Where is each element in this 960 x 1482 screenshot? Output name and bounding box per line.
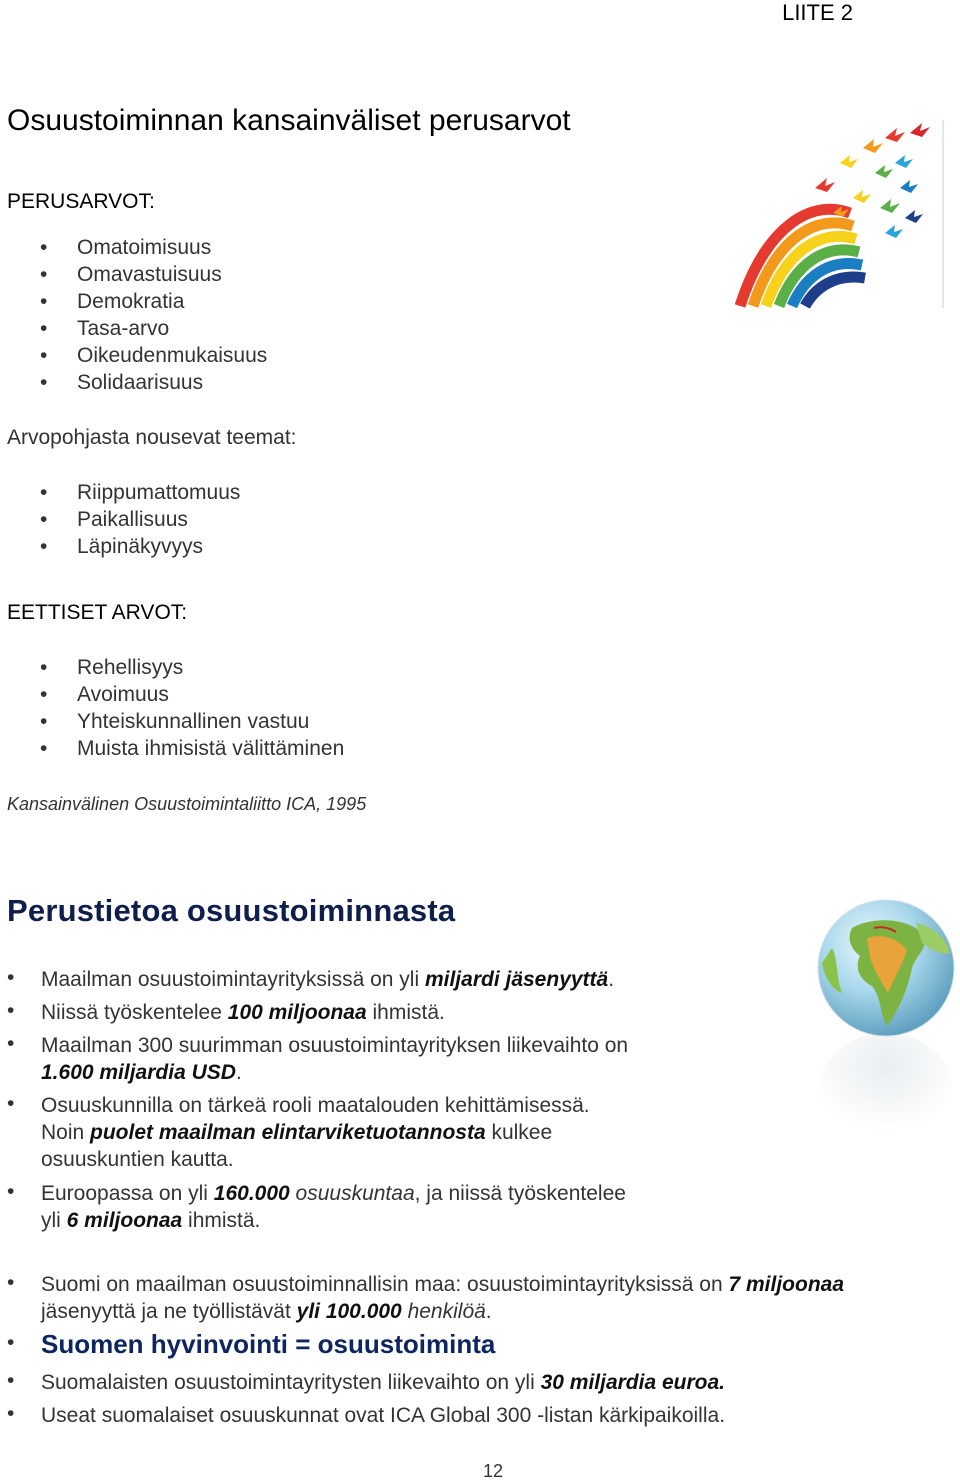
finland-facts-list: • Suomi on maailman osuustoiminnallisin maa: osuustoimintayrityksissä on 7 miljoonaa jäsenyyttä ja ne työllistävät yli 100.000 henkilöä. • Suomen hyvinvointi = osuustoiminta • Suomalaisten osuustoimintayritysten liikevaihto on yli 30 miljardia euroa. • Useat suomalaiset osuuskunnat ovat ICA Global 300 -listan kärkipaikoilla. bbox=[7, 1271, 844, 1427]
ethical-values-heading: EETTISET ARVOT: bbox=[7, 601, 188, 624]
list-item: • Solidaarisuus bbox=[40, 369, 267, 396]
themes-list bbox=[40, 479, 240, 560]
globe-image bbox=[812, 898, 960, 1148]
list-item: • Avoimuus bbox=[40, 681, 344, 708]
facts-heading: Perustietoa osuustoiminnasta bbox=[7, 893, 456, 928]
appendix-label: LIITE 2 bbox=[782, 0, 853, 25]
list-item: • Paikallisuus bbox=[40, 506, 240, 533]
facts-list: • Maailman osuustoimintayrityksissä on yli miljardi jäsenyyttä. • Niissä työskentelee 100 miljoonaa ihmistä. • Maailman 300 suurimman osuustoimintayrityksen liikevaihto on 1.600 miljardia USD. • Osuuskunnilla on tärkeä rooli maatalouden kehittämisessä. Noin puolet maailman elintarviketuotannosta kulkee osuuskuntien kautta. • Euroopassa on yli 160.000 osuuskuntaa, ja niissä työskentelee yli 6 miljoonaa ihmistä. bbox=[7, 966, 629, 1232]
list-item: • Muista ihmisistä välittäminen bbox=[40, 735, 344, 762]
list-item: • Yhteiskunnallinen vastuu bbox=[40, 708, 344, 735]
page-title: Osuustoiminnan kansainväliset perusarvot bbox=[7, 104, 571, 137]
list-item: • Omatoimisuus bbox=[40, 234, 267, 261]
list-item: • Rehellisyys bbox=[40, 654, 344, 681]
themes-heading: Arvopohjasta nousevat teemat: bbox=[7, 426, 297, 449]
basic-values-list bbox=[40, 234, 267, 396]
page-number: 12 bbox=[483, 1461, 504, 1481]
source-citation: Kansainvälinen Osuustoimintaliitto ICA, 1995 bbox=[7, 794, 367, 814]
list-item: • Riippumattomuus bbox=[40, 479, 240, 506]
list-item: • Läpinäkyvyys bbox=[40, 533, 240, 560]
list-item: • Omavastuisuus bbox=[40, 261, 267, 288]
rainbow-doves-logo bbox=[735, 118, 947, 313]
ethical-values-list bbox=[40, 654, 344, 762]
list-item: • Oikeudenmukaisuus bbox=[40, 342, 267, 369]
list-item: • Demokratia bbox=[40, 288, 267, 315]
list-item: • Tasa-arvo bbox=[40, 315, 267, 342]
basic-values-heading: PERUSARVOT: bbox=[7, 190, 155, 213]
